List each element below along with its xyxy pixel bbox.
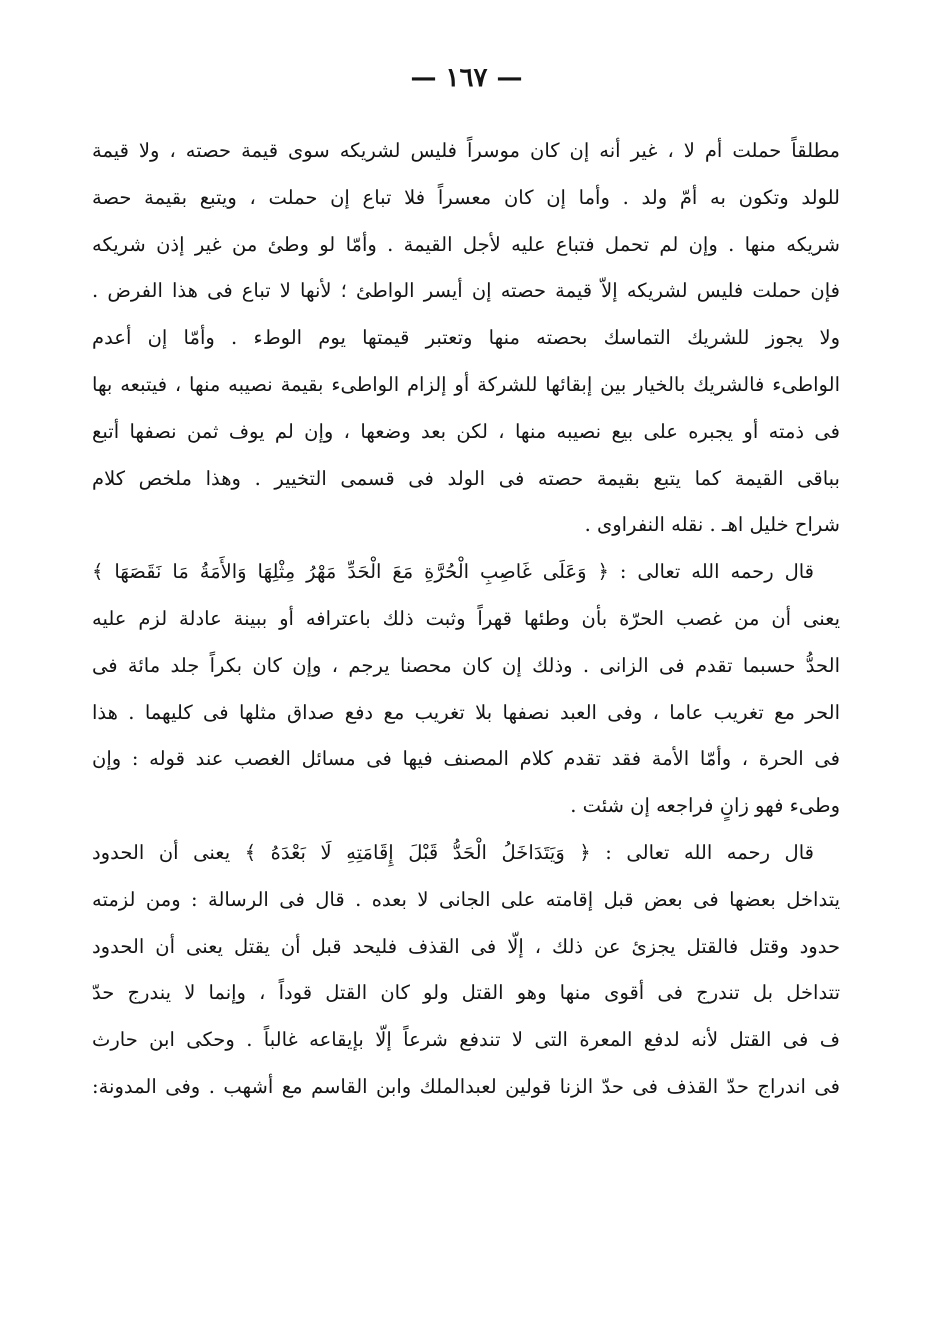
page-number: — ١٦٧ — (410, 63, 523, 93)
verse-line: قال رحمه الله تعالى : ﴿ وَيَتَدَاخَلُ الْحَدُّ قَبْلَ إِقَامَتِهِ لَا بَعْدَهُ ﴾ يعنى أن الحدود (92, 840, 814, 864)
text-line: فى الحرة ، وأمّا الأمة فقد تقدم كلام المصنف فيها فى مسائل الغصب عند قوله : وإن (92, 747, 840, 771)
text-line: وطىء فهو زانٍ فراجعه إن شئت . (570, 794, 840, 818)
text-body (92, 128, 840, 1111)
text-line: فى اندراج حدّ القذف فى حدّ الزنا قولين لعبدالملك وابن القاسم مع أشهب . وفى المدونة: (92, 1074, 840, 1098)
text-line: فى ذمته أو يجبره على بيع نصيبه منها ، لكن بعد وضعها ، وإن لم يوف ثمن نصفها أتبع (92, 419, 840, 443)
text-line: حدود وقتل فالقتل يجزئ عن ذلك ، إلّا فى القذف فليحد قبل أن يقتل يعنى أن الحدود (92, 934, 840, 958)
text-line: ولا يجوز للشريك التماسك بحصته منها وتعتبر قيمتها يوم الوطء . وأمّا إن أعدم (92, 326, 840, 350)
text-line: شراح خليل اهـ . نقله النفراوى . (584, 513, 840, 537)
text-line: بباقى القيمة كما يتبع بقيمة حصته فى الولد فى قسمى التخيير . وهذا ملخص كلام (92, 466, 840, 490)
text-line: للولد وتكون به أمّ ولد . وأما إن كان معسراً فلا تباع إن حملت ، ويتبع بقيمة حصة (92, 185, 840, 209)
text-line: يعنى أن من غصب الحرّة بأن وطئها قهراً وثبت ذلك باعترافه أو ببينة عادلة لزم عليه (92, 606, 840, 630)
text-line: الواطىء فالشريك بالخيار بين إبقائها للشركة أو إلزام الواطىء بقيمة نصيبه منها ، فيتبعه بها (92, 372, 840, 396)
text-line: ف فى القتل لأنه لدفع المعرة التى لا تندفع شرعاً إلّا بإيقاعه غالباً . وحكى ابن حارث (92, 1028, 840, 1052)
text-line: تتداخل بل تندرج فى أقوى منها وهو القتل ولو كان القتل قوداً ، وإنما لا يندرج حدّ (92, 981, 840, 1005)
verse-line: قال رحمه الله تعالى : ﴿ وَعَلَى غَاصِبِ الْحُرَّةِ مَعَ الْحَدِّ مَهْرُ مِثْلِهَا وَالأَمَةُ مَا نَقَصَهَا ﴾ (92, 560, 814, 584)
text-line: الحر مع تغريب عاما ، وفى العبد نصفها بلا تغريب مع دفع صداق مثلها فى كليهما . هذا (92, 700, 840, 724)
text-line: يتداخل بعضها فى بعض قبل إقامته على الجانى لا بعده . قال فى الرسالة : ومن لزمته (92, 887, 840, 911)
text-line: الحدُّ حسبما تقدم فى الزانى . وذلك إن كان محصنا يرجم ، وإن كان بكراً جلد مائة فى (92, 653, 840, 677)
text-line: مطلقاً حملت أم لا ، غير أنه إن كان موسراً فليس لشريكه سوى قيمة حصته ، ولا قيمة (92, 139, 840, 162)
text-line: فإن حملت فليس لشريكه إلاّ قيمة حصته إن أيسر الواطئ ؛ لأنها لا تباع فى هذا الفرض . (92, 279, 840, 303)
text-line: شريكه منها . وإن لم تحمل فتباع عليه لأجل القيمة . وأمّا لو وطئ من غير إذن شريكه (92, 232, 840, 256)
